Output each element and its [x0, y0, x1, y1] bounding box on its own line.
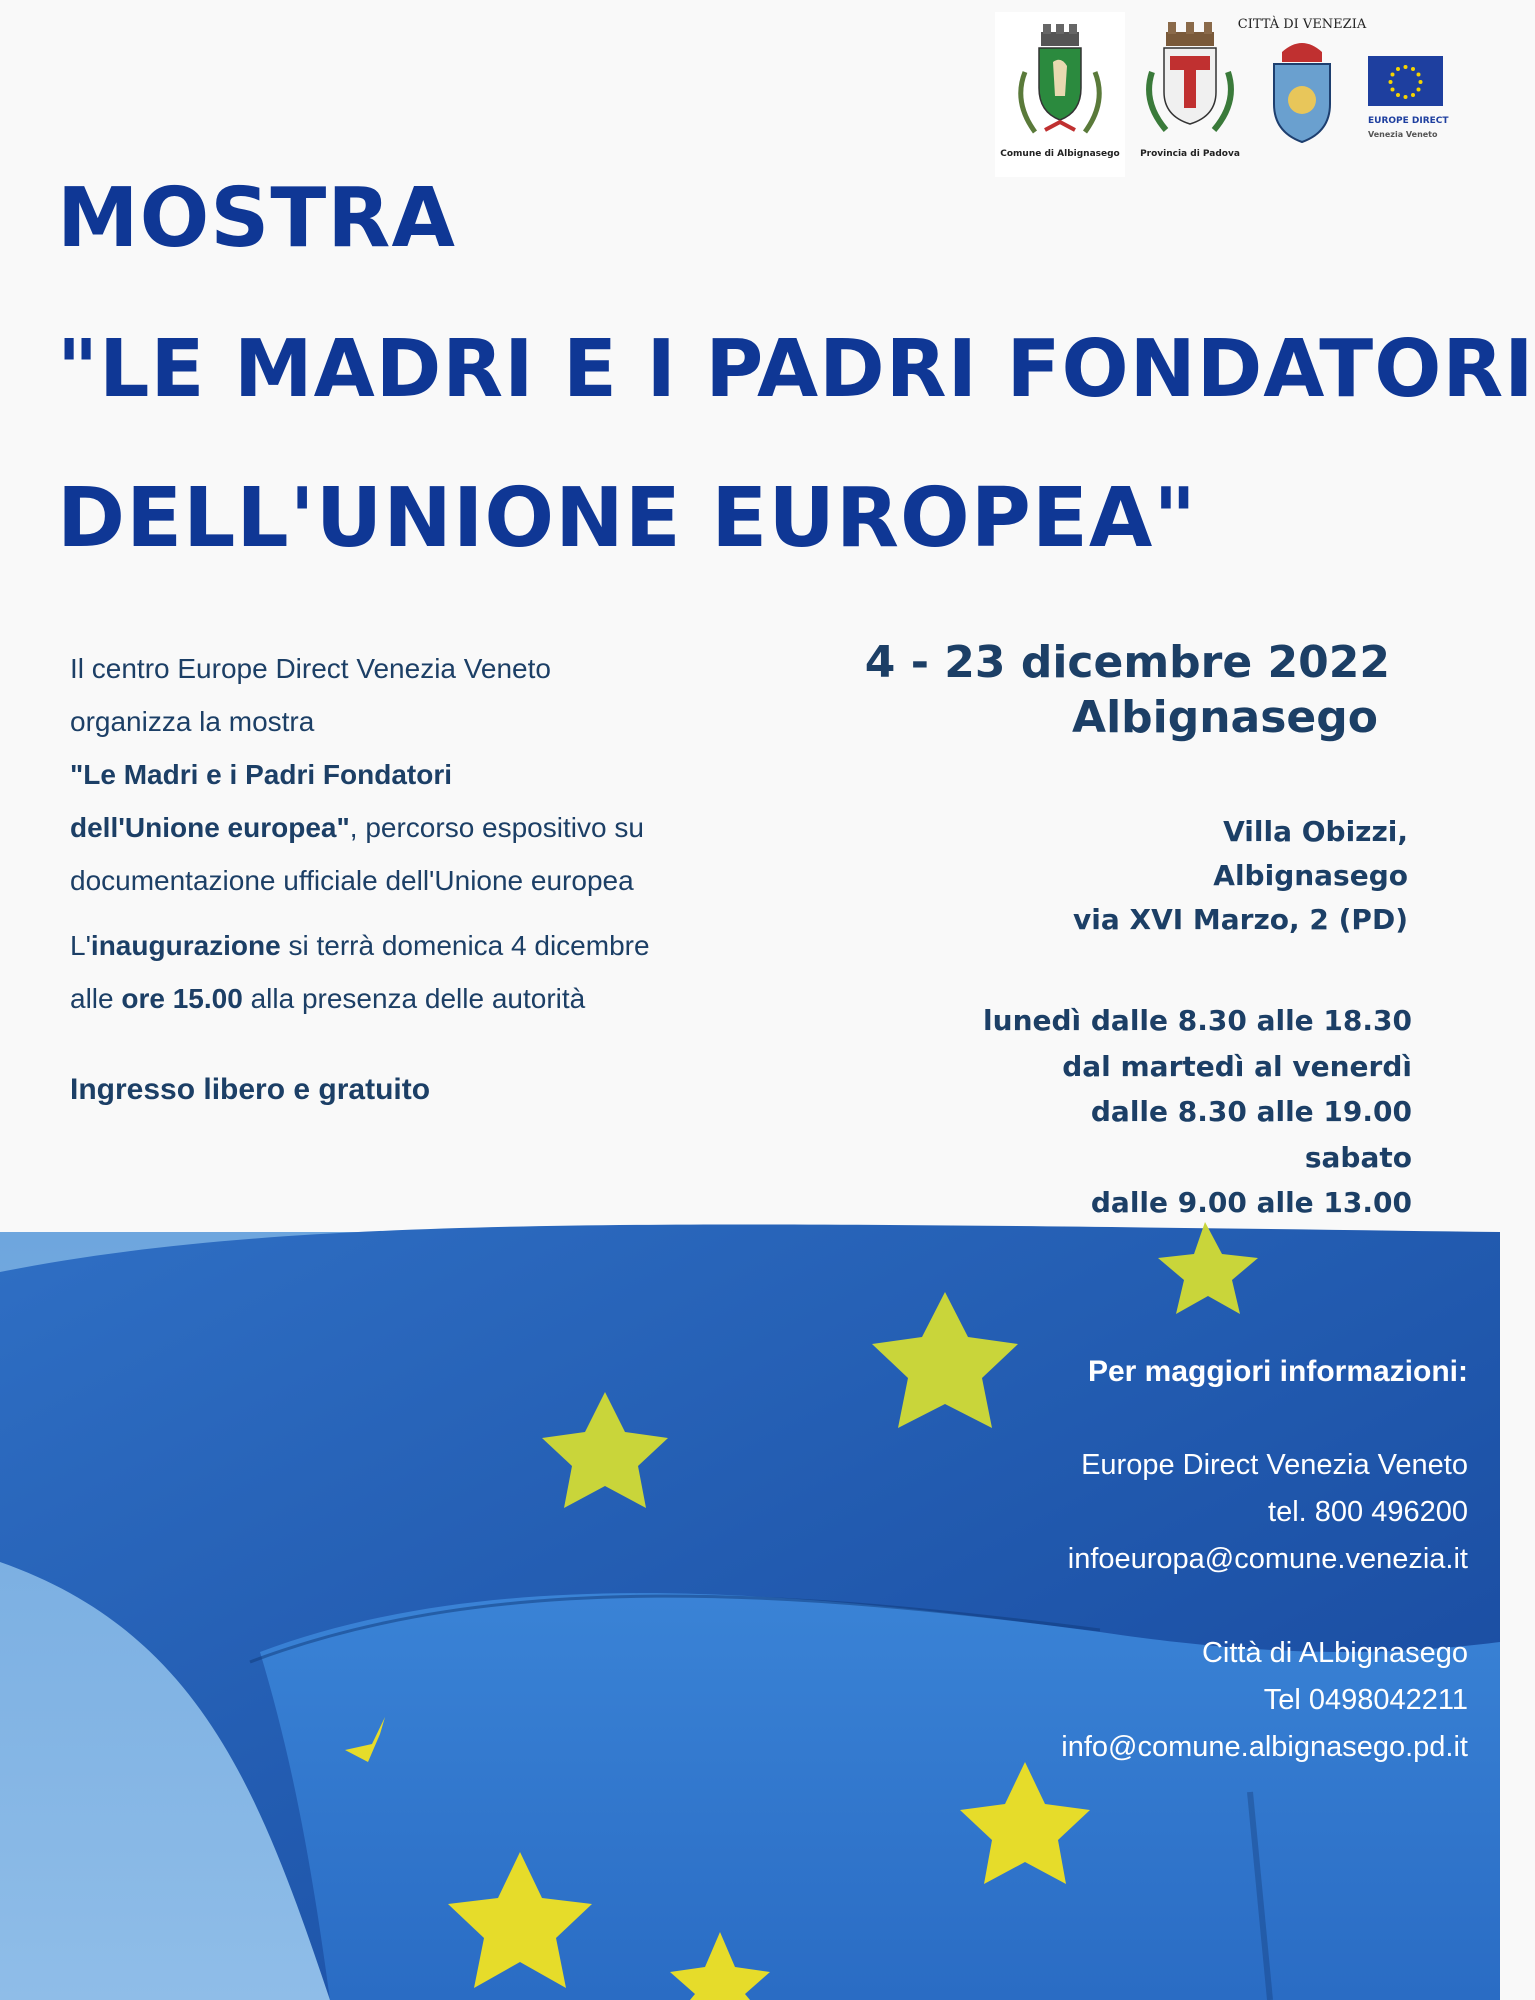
hours-line: lunedì dalle 8.30 alle 18.30 — [983, 1004, 1412, 1037]
europe-direct-logo — [1368, 12, 1473, 139]
contact-email-link[interactable]: infoeuropa@comune.venezia.it — [1067, 1543, 1468, 1575]
venezia-crest-icon — [1237, 12, 1367, 172]
contact-heading: Per maggiori informazioni: — [1087, 1355, 1468, 1388]
free-entry: Ingresso libero e gratuito — [70, 1073, 431, 1106]
albignasego-crest-logo — [995, 12, 1125, 177]
desc-line-5: documentazione ufficiale dell'Unione europea — [70, 865, 634, 896]
contact-info — [1061, 1348, 1468, 1771]
title-line-3: DELL'UNIONE EUROPEA" — [57, 471, 1198, 566]
hours-line: dalle 9.00 alle 13.00 — [1090, 1186, 1412, 1219]
address-line: Albignasego — [1213, 859, 1408, 892]
padova-crest-icon — [1130, 12, 1250, 147]
desc-time-prefix: alle — [70, 983, 122, 1014]
europe-direct-title: EUROPE DIRECT — [1368, 116, 1449, 126]
albignasego-crest-icon — [995, 12, 1125, 147]
event-dates: 4 - 23 dicembre 2022 — [864, 637, 1390, 688]
eu-flag-icon — [1368, 56, 1443, 106]
desc-line-1: Il centro Europe Direct Venezia Veneto — [70, 653, 551, 684]
desc-time-rest: alla presenza delle autorità — [242, 983, 586, 1014]
desc-inaug-bold: inaugurazione — [90, 930, 281, 961]
logo-bar — [995, 12, 1475, 177]
europe-direct-subtitle: Venezia Veneto — [1368, 130, 1438, 139]
contact-line: Città di ALbignasego — [1201, 1637, 1468, 1669]
address-line: Villa Obizzi, — [1223, 815, 1408, 848]
address-line: via XVI Marzo, 2 (PD) — [1073, 903, 1408, 936]
title-line-1: MOSTRA — [57, 171, 456, 266]
desc-time-bold: ore 15.00 — [121, 983, 243, 1014]
desc-line-2: organizza la mostra — [70, 706, 315, 737]
hours-line: sabato — [1304, 1140, 1412, 1174]
opening-hours — [983, 998, 1412, 1226]
desc-inaug-prefix: L' — [70, 930, 91, 961]
contact-phone[interactable]: tel. 800 496200 — [1268, 1496, 1468, 1528]
title-line-2: "LE MADRI E I PADRI FONDATORI — [57, 323, 1535, 415]
contact-email-link[interactable]: info@comune.albignasego.pd.it — [1061, 1731, 1468, 1763]
hours-line: dalle 8.30 alle 19.00 — [1090, 1095, 1412, 1128]
padova-caption: Provincia di Padova — [1140, 149, 1240, 159]
venezia-caption: CITTÀ DI VENEZIA — [1237, 17, 1367, 32]
event-address — [1073, 810, 1408, 942]
venezia-crest-logo — [1237, 12, 1367, 177]
padova-crest-logo — [1130, 12, 1250, 177]
hours-line: dal martedì al venerdì — [1062, 1049, 1412, 1083]
description — [70, 642, 750, 1116]
albignasego-caption: Comune di Albignasego — [1000, 149, 1120, 159]
desc-exhibit-name-2: dell'Unione europea" — [70, 812, 350, 843]
event-town: Albignasego — [1072, 692, 1378, 743]
desc-inaug-rest: si terrà domenica 4 dicembre — [280, 930, 650, 961]
desc-exhibit-name-1: "Le Madri e i Padri Fondatori — [70, 759, 452, 790]
contact-phone[interactable]: Tel 0498042211 — [1263, 1684, 1468, 1716]
contact-line: Europe Direct Venezia Veneto — [1081, 1449, 1468, 1481]
desc-line-4-rest: , percorso espositivo su — [349, 812, 644, 843]
